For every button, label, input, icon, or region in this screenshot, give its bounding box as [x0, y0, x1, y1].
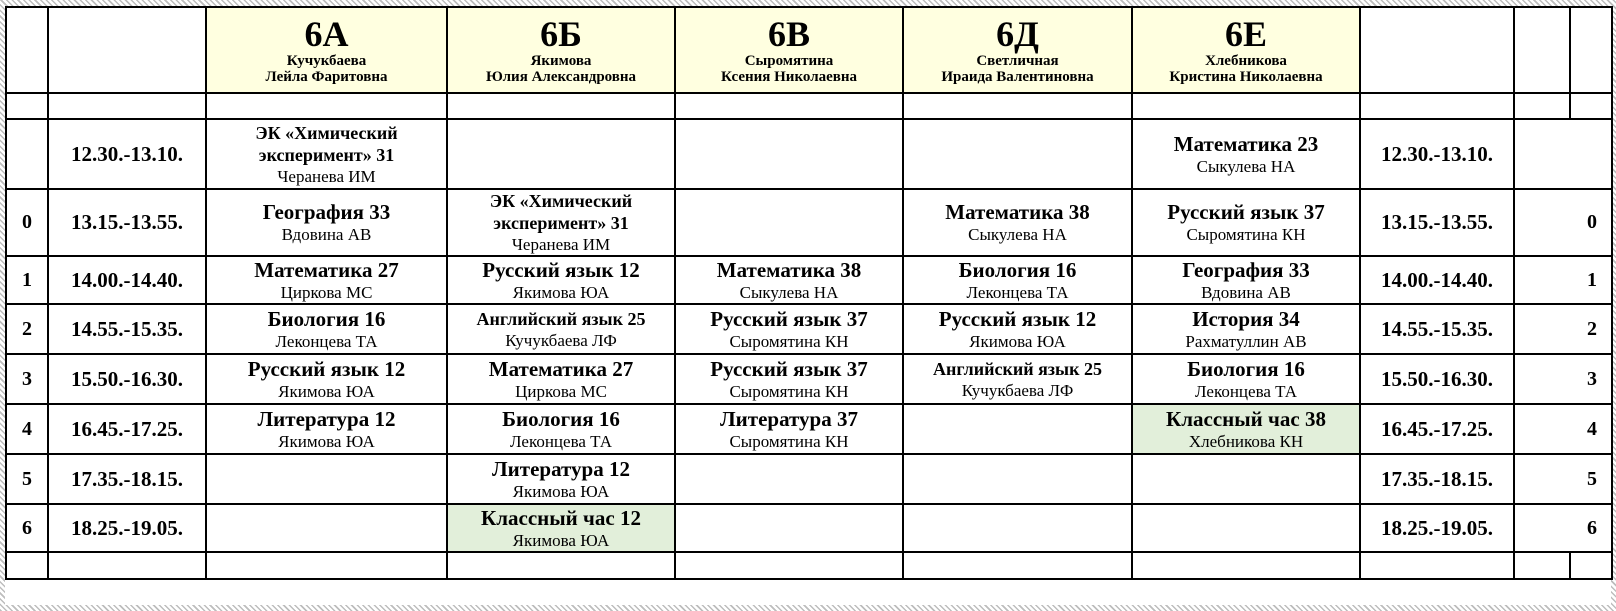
lesson-number: [6, 119, 48, 189]
lesson-cell: [206, 404, 447, 454]
lesson-teacher: Кучукбаева ЛФ: [505, 330, 617, 350]
empty-cell: [1570, 7, 1612, 93]
lesson-cell: [1132, 256, 1360, 304]
lesson-row: [6, 504, 1612, 552]
empty-cell: [675, 93, 903, 119]
lesson-number: 4: [6, 404, 48, 454]
lesson-time-right: 14.55.-15.35.: [1360, 304, 1514, 354]
lesson-row: [6, 189, 1612, 256]
lesson-subject: Математика 23: [1173, 131, 1319, 156]
lesson-teacher: Сыромятина КН: [729, 331, 849, 351]
lesson-cell: [675, 119, 903, 189]
lesson-teacher: Леконцева ТА: [275, 331, 378, 351]
lesson-cell: [447, 354, 675, 404]
lesson-cell: [447, 404, 675, 454]
lesson-subject: Русский язык 12: [247, 356, 406, 381]
lesson-number-right: 4: [1514, 404, 1612, 454]
lesson-teacher: Леконцева ТА: [1194, 381, 1297, 401]
lesson-time: 16.45.-17.25.: [48, 404, 206, 454]
empty-cell: [1360, 93, 1514, 119]
empty-cell: [1514, 7, 1570, 93]
lesson-subject: Математика 27: [488, 356, 634, 381]
lesson-teacher: Леконцева ТА: [966, 282, 1069, 302]
lesson-cell: [447, 454, 675, 504]
lesson-cell: [206, 454, 447, 504]
lesson-cell: [1132, 404, 1360, 454]
lesson-teacher: Якимова ЮА: [512, 282, 610, 302]
lesson-number: 0: [6, 189, 48, 256]
lesson-time: 13.15.-13.55.: [48, 189, 206, 256]
lesson-subject: Биология 16: [958, 257, 1077, 282]
lesson-teacher: Черанева ИМ: [277, 166, 376, 186]
lesson-time-right: 13.15.-13.55.: [1360, 189, 1514, 256]
lesson-row: [6, 119, 1612, 189]
header-row: [6, 7, 1612, 93]
lesson-subject: Русский язык 12: [482, 257, 640, 282]
lesson-time-right: 18.25.-19.05.: [1360, 504, 1514, 552]
class-teacher-name: Ираида Валентиновна: [941, 69, 1094, 85]
lesson-number: 3: [6, 354, 48, 404]
lesson-teacher: Якимова ЮА: [512, 481, 610, 501]
lesson-number-right: 5: [1514, 454, 1612, 504]
lesson-cell: [1132, 189, 1360, 256]
empty-cell: [447, 93, 675, 119]
lesson-teacher: Якимова ЮА: [512, 530, 610, 550]
lesson-cell: [675, 454, 903, 504]
lesson-teacher: Циркова МС: [280, 282, 373, 302]
lesson-cell: [675, 256, 903, 304]
empty-cell: [447, 552, 675, 579]
class-name: 6А: [304, 14, 349, 54]
lesson-cell: [1132, 504, 1360, 552]
lesson-subject: Литература 12: [257, 406, 396, 431]
lesson-time: 18.25.-19.05.: [48, 504, 206, 552]
lesson-teacher: Якимова ЮА: [278, 381, 375, 401]
lesson-cell: [447, 256, 675, 304]
lesson-teacher: Хлебникова КН: [1188, 431, 1304, 451]
lesson-cell: [675, 504, 903, 552]
class-name: 6Д: [996, 14, 1039, 54]
empty-cell: [1360, 552, 1514, 579]
lesson-subject: Классный час 12: [481, 505, 641, 530]
class-teacher-name: Юлия Александровна: [485, 69, 637, 85]
schedule-table: [5, 6, 1613, 580]
lesson-subject: Английский язык 25: [476, 308, 646, 329]
lesson-cell: [903, 189, 1132, 256]
lesson-subject: Русский язык 37: [1167, 200, 1325, 224]
lesson-subject: эксперимент» 31: [493, 213, 629, 233]
class-teacher-surname: Светличная: [976, 53, 1059, 69]
lesson-time-right: 14.00.-14.40.: [1360, 256, 1514, 304]
class-name: 6В: [767, 14, 810, 54]
lesson-cell: [206, 119, 447, 189]
class-teacher-name: Лейла Фаритовна: [265, 69, 388, 85]
empty-cell: [1360, 7, 1514, 93]
lesson-cell: [206, 304, 447, 354]
lesson-time: 17.35.-18.15.: [48, 454, 206, 504]
empty-cell: [903, 93, 1132, 119]
empty-cell: [6, 552, 48, 579]
lesson-subject: Русский язык 37: [710, 306, 868, 331]
lesson-number-right: 0: [1514, 189, 1612, 256]
lesson-cell: [903, 404, 1132, 454]
lesson-subject: Математика 27: [254, 257, 399, 282]
class-header: [206, 7, 447, 93]
lesson-subject: География 33: [1182, 257, 1310, 282]
lesson-cell: [447, 504, 675, 552]
lesson-cell: [206, 256, 447, 304]
lesson-row: [6, 404, 1612, 454]
class-header: [1132, 7, 1360, 93]
lesson-time-right: 12.30.-13.10.: [1360, 119, 1514, 189]
lesson-subject: эксперимент» 31: [258, 144, 395, 165]
lesson-subject: Биология 16: [1187, 356, 1305, 381]
lesson-cell: [206, 354, 447, 404]
lesson-teacher: Якимова ЮА: [278, 431, 375, 451]
class-name: 6Б: [540, 14, 582, 54]
class-header: [675, 7, 903, 93]
lesson-time: 12.30.-13.10.: [48, 119, 206, 189]
class-teacher-surname: Кучукбаева: [286, 53, 367, 69]
lesson-teacher: Рахматуллин АВ: [1185, 331, 1307, 351]
lesson-teacher: Черанева ИМ: [511, 235, 611, 254]
spacer-row: [6, 93, 1612, 119]
lesson-number: 6: [6, 504, 48, 552]
lesson-teacher: Якимова ЮА: [969, 331, 1066, 351]
lesson-teacher: Сыкулева НА: [968, 225, 1067, 244]
lesson-cell: [1132, 454, 1360, 504]
class-teacher-name: Ксения Николаевна: [720, 69, 858, 85]
lesson-teacher: Сыромятина КН: [1186, 225, 1306, 244]
lesson-cell: [447, 119, 675, 189]
lesson-cell: [903, 119, 1132, 189]
lesson-teacher: Вдовина АВ: [1201, 282, 1291, 302]
lesson-cell: [206, 189, 447, 256]
empty-cell: [1132, 93, 1360, 119]
lesson-row: [6, 354, 1612, 404]
lesson-cell: [675, 189, 903, 256]
lesson-cell: [675, 404, 903, 454]
lesson-cell: [1132, 354, 1360, 404]
lesson-subject: ЭК «Химический: [489, 191, 633, 211]
lesson-cell: [675, 354, 903, 404]
lesson-subject: Математика 38: [945, 200, 1090, 224]
lesson-subject: История 34: [1192, 306, 1300, 331]
lesson-subject: Биология 16: [267, 306, 386, 331]
lesson-subject: География 33: [262, 200, 391, 224]
spacer-row: [6, 552, 1612, 579]
empty-cell: [6, 7, 48, 93]
lesson-time: 14.00.-14.40.: [48, 256, 206, 304]
empty-cell: [48, 7, 206, 93]
lesson-time-right: 17.35.-18.15.: [1360, 454, 1514, 504]
lesson-cell: [903, 504, 1132, 552]
lesson-time-right: 16.45.-17.25.: [1360, 404, 1514, 454]
empty-cell: [206, 93, 447, 119]
lesson-cell: [447, 304, 675, 354]
lesson-number-right: 3: [1514, 354, 1612, 404]
lesson-cell: [903, 354, 1132, 404]
lesson-number-right: 6: [1514, 504, 1612, 552]
class-teacher-surname: Сыромятина: [744, 53, 834, 69]
lesson-subject: Английский язык 25: [933, 358, 1102, 379]
empty-cell: [206, 552, 447, 579]
lesson-number-right: 2: [1514, 304, 1612, 354]
lesson-cell: [675, 304, 903, 354]
lesson-number-right: 1: [1514, 256, 1612, 304]
lesson-subject: Математика 38: [716, 257, 862, 282]
lesson-number: 1: [6, 256, 48, 304]
lesson-subject: Биология 16: [502, 406, 620, 431]
lesson-teacher: Сыкулева НА: [1196, 156, 1296, 176]
class-teacher-surname: Якимова: [530, 53, 592, 69]
lesson-teacher: Вдовина АВ: [281, 225, 372, 244]
lesson-cell: [903, 304, 1132, 354]
empty-cell: [903, 552, 1132, 579]
empty-cell: [1514, 93, 1570, 119]
empty-cell: [48, 93, 206, 119]
empty-cell: [6, 93, 48, 119]
lesson-cell: [903, 454, 1132, 504]
lesson-row: [6, 454, 1612, 504]
lesson-teacher: Кучукбаева ЛФ: [961, 380, 1074, 400]
class-teacher-surname: Хлебникова: [1205, 53, 1287, 69]
class-header: [447, 7, 675, 93]
lesson-number: 5: [6, 454, 48, 504]
empty-cell: [48, 552, 206, 579]
lesson-cell: [1132, 119, 1360, 189]
lesson-subject: Литература 12: [492, 456, 630, 481]
lesson-subject: Русский язык 37: [710, 356, 868, 381]
lesson-number-right: [1514, 119, 1612, 189]
class-name: 6Е: [1224, 14, 1267, 54]
lesson-time-right: 15.50.-16.30.: [1360, 354, 1514, 404]
lesson-subject: Классный час 38: [1166, 406, 1326, 431]
class-teacher-name: Кристина Николаевна: [1169, 69, 1323, 85]
lesson-cell: [903, 256, 1132, 304]
lesson-subject: Литература 37: [720, 406, 858, 431]
lesson-number: 2: [6, 304, 48, 354]
lesson-time: 15.50.-16.30.: [48, 354, 206, 404]
lesson-row: [6, 256, 1612, 304]
class-header: [903, 7, 1132, 93]
empty-cell: [1570, 93, 1612, 119]
lesson-teacher: Сыромятина КН: [729, 381, 849, 401]
lesson-teacher: Циркова МС: [515, 381, 607, 401]
empty-cell: [1132, 552, 1360, 579]
empty-cell: [1570, 552, 1612, 579]
lesson-subject: Русский язык 12: [938, 306, 1097, 331]
lesson-time: 14.55.-15.35.: [48, 304, 206, 354]
lesson-row: [6, 304, 1612, 354]
lesson-cell: [206, 504, 447, 552]
empty-cell: [675, 552, 903, 579]
lesson-subject: ЭК «Химический: [255, 122, 398, 143]
lesson-teacher: Сыкулева НА: [739, 282, 839, 302]
lesson-teacher: Леконцева ТА: [509, 431, 612, 451]
lesson-cell: [1132, 304, 1360, 354]
schedule-sheet: [5, 6, 1611, 605]
empty-cell: [1514, 552, 1570, 579]
lesson-cell: [447, 189, 675, 256]
lesson-teacher: Сыромятина КН: [729, 431, 849, 451]
